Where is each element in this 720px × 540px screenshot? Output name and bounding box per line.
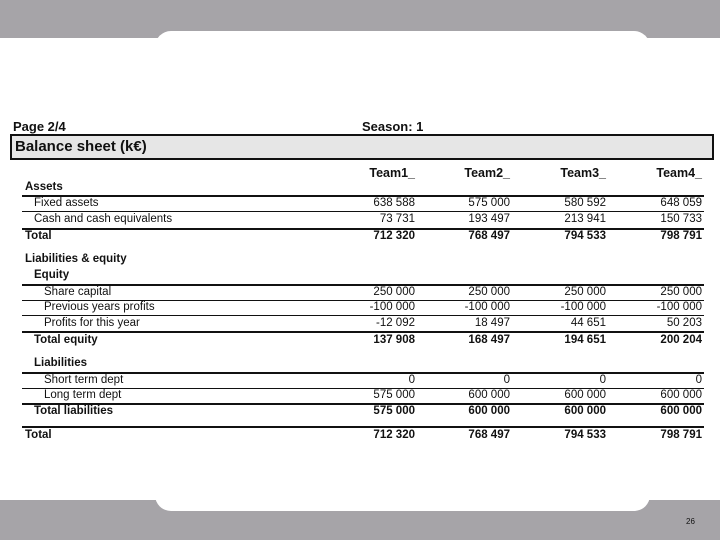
cell-value: 18 497 xyxy=(474,317,510,329)
section-liab-equity xyxy=(0,253,720,267)
cell-value: -100 000 xyxy=(464,301,510,313)
cell-value: 575 000 xyxy=(468,197,510,209)
section-equity xyxy=(0,269,720,283)
row-total-liab-equity xyxy=(0,429,720,443)
cell-value: 194 651 xyxy=(564,334,606,346)
cell-value: 600 000 xyxy=(468,405,510,417)
row-label: Long term dept xyxy=(44,389,122,401)
cell-value: 712 320 xyxy=(373,230,415,242)
cell-value: 600 000 xyxy=(564,389,606,401)
cell-value: 712 320 xyxy=(373,429,415,441)
row-label: Previous years profits xyxy=(44,301,155,313)
team-header: Team1_ xyxy=(369,166,415,180)
row-label: Liabilities xyxy=(34,357,88,369)
cell-value: 0 xyxy=(503,374,510,386)
row-year-profits xyxy=(0,317,720,331)
cell-value: 575 000 xyxy=(373,389,415,401)
row-cash xyxy=(0,213,720,227)
cell-value: 600 000 xyxy=(468,389,510,401)
rule-line xyxy=(22,211,704,212)
cell-value: 600 000 xyxy=(660,389,702,401)
row-label: Share capital xyxy=(44,286,112,298)
team-header: Team3_ xyxy=(560,166,606,180)
cell-value: 0 xyxy=(599,374,606,386)
cell-value: -100 000 xyxy=(369,301,415,313)
cell-value: 0 xyxy=(408,374,415,386)
row-label: Equity xyxy=(34,269,70,281)
section-assets xyxy=(0,181,720,195)
cell-value: -12 092 xyxy=(375,317,415,329)
cell-value: 150 733 xyxy=(660,213,702,225)
row-label: Liabilities & equity xyxy=(25,253,127,265)
cell-value: 137 908 xyxy=(373,334,415,346)
cell-value: 0 xyxy=(695,374,702,386)
cell-value: 600 000 xyxy=(564,405,606,417)
row-label: Cash and cash equivalents xyxy=(34,213,173,225)
row-total-liabilities xyxy=(0,405,720,419)
row-total-equity xyxy=(0,334,720,348)
cell-value: 250 000 xyxy=(468,286,510,298)
title-bar xyxy=(10,134,714,160)
row-label: Assets xyxy=(25,181,63,193)
team-header: Team2_ xyxy=(464,166,510,180)
row-prev-profits xyxy=(0,301,720,315)
row-label: Total xyxy=(25,429,52,441)
row-label: Total xyxy=(25,230,52,242)
cell-value: 200 204 xyxy=(660,334,702,346)
row-short-debt xyxy=(0,374,720,388)
cell-value: 213 941 xyxy=(564,213,606,225)
rule-line xyxy=(22,315,704,316)
cell-value: 575 000 xyxy=(373,405,415,417)
cell-value: 798 791 xyxy=(660,230,702,242)
sheet-title: Balance sheet (k€) xyxy=(15,138,147,155)
cell-value: 768 497 xyxy=(468,429,510,441)
cell-value: 768 497 xyxy=(468,230,510,242)
row-total-assets xyxy=(0,230,720,244)
row-label: Short term dept xyxy=(44,374,124,386)
cell-value: 798 791 xyxy=(660,429,702,441)
cell-value: 250 000 xyxy=(373,286,415,298)
season-label: Season: 1 xyxy=(362,119,424,134)
rule-line xyxy=(22,426,704,428)
row-label: Total liabilities xyxy=(34,405,114,417)
row-share-capital xyxy=(0,286,720,300)
cell-value: -100 000 xyxy=(656,301,702,313)
cell-value: 50 203 xyxy=(666,317,702,329)
cell-value: 648 059 xyxy=(660,197,702,209)
team-header-row xyxy=(0,166,720,180)
section-liabilities xyxy=(0,357,720,371)
row-label: Profits for this year xyxy=(44,317,140,329)
team-header: Team4_ xyxy=(656,166,702,180)
cell-value: 44 651 xyxy=(570,317,606,329)
cell-value: 638 588 xyxy=(373,197,415,209)
cell-value: 600 000 xyxy=(660,405,702,417)
cell-value: 250 000 xyxy=(564,286,606,298)
cell-value: 73 731 xyxy=(379,213,415,225)
row-label: Fixed assets xyxy=(34,197,99,209)
page-label: Page 2/4 xyxy=(13,119,66,134)
slide-number: 26 xyxy=(686,517,695,526)
cell-value: 794 533 xyxy=(564,429,606,441)
cell-value: 250 000 xyxy=(660,286,702,298)
row-fixed-assets xyxy=(0,197,720,211)
rule-line xyxy=(22,331,704,333)
cell-value: 193 497 xyxy=(468,213,510,225)
cell-value: 580 592 xyxy=(564,197,606,209)
cell-value: 168 497 xyxy=(468,334,510,346)
row-label: Total equity xyxy=(34,334,98,346)
row-long-debt xyxy=(0,389,720,403)
cell-value: -100 000 xyxy=(560,301,606,313)
cell-value: 794 533 xyxy=(564,230,606,242)
